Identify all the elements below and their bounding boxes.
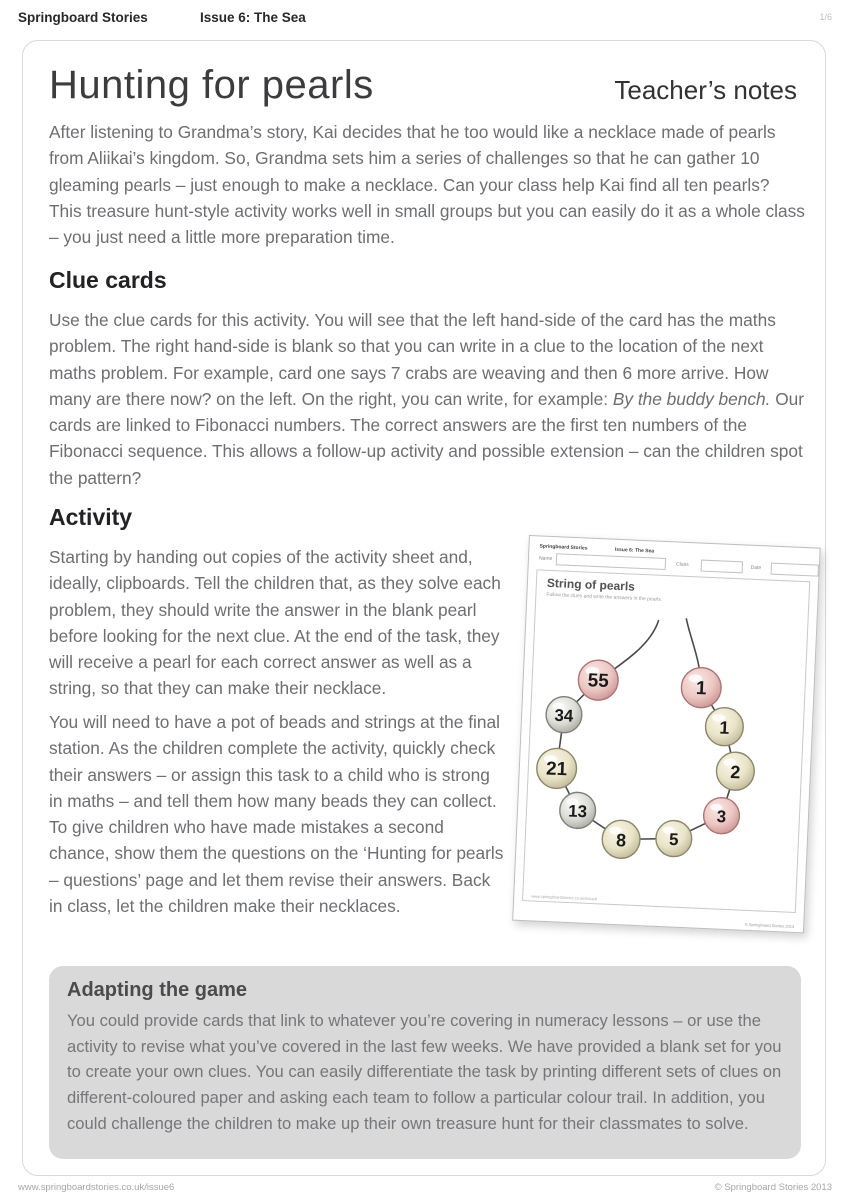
page-number: 1/6 (819, 12, 832, 22)
worksheet-footer-url: www.springboardstories.co.uk/issue6 (531, 893, 598, 902)
svg-text:2: 2 (729, 761, 741, 783)
page-title: Hunting for pearls (49, 63, 374, 107)
date-label: Date (750, 564, 762, 572)
svg-text:5: 5 (668, 829, 679, 850)
adapting-heading: Adapting the game (67, 979, 248, 1001)
page-subtitle: Teacher’s notes (614, 75, 797, 105)
svg-text:55: 55 (587, 670, 610, 693)
clue-cards-text-2: Our cards are linked to Fibonacci numbers. The correct answers are the first ten numbers of the Fibonacci sequence. This allows a follow-up activity and possible extension – can the children spot the pattern? (49, 388, 805, 488)
brand-name: Springboard Stories (18, 10, 148, 25)
class-label: Class (676, 561, 689, 568)
date-field (771, 563, 819, 577)
svg-text:1: 1 (695, 677, 707, 700)
adapting-the-game-box (49, 966, 801, 1159)
adapting-paragraph: You could provide cards that link to whatever you’re covering in numeracy lessons – or use the activity to revise what you’ve covered in the last few weeks. We have provided a blank set for you to create your own clues. You can easily differentiate the task by printing different sets of clues on different-coloured paper and asking each team to follow a particular colour trail. In addition, you could challenge the children to make up their own treasure hunt for their classmates to solve. (67, 1011, 782, 1133)
svg-text:3: 3 (716, 806, 727, 827)
pearl-bead (681, 667, 722, 709)
clue-cards-text-1: Use the clue cards for this activity. You will see that the left hand-side of the card has the maths problem. The right hand-side is blank so that you can write in a clue to the location of the next maths problem. For example, card one says 7 crabs are weaving and then 6 more arrive. How many are there now? on the left. On the right, you can write, for example: (49, 310, 776, 409)
page-footer (18, 1182, 832, 1196)
pearl-bead (703, 797, 740, 835)
name-label: Name (538, 555, 553, 563)
pearl-bead (578, 659, 619, 701)
worksheet-brand: Springboard Stories (539, 543, 588, 552)
pearl-bead (601, 820, 640, 860)
issue-title: Issue 6: The Sea (200, 10, 306, 25)
worksheet-issue: Issue 6: The Sea (614, 546, 655, 555)
svg-text:13: 13 (567, 801, 588, 822)
pearl-bead (716, 751, 755, 791)
name-field (556, 553, 666, 570)
pearl-bead (655, 820, 692, 858)
clue-cards-paragraph (49, 307, 805, 491)
pearl-bead (559, 792, 596, 830)
pearl-necklace-illustration (523, 570, 809, 912)
footer-copyright: © Springboard Stories 2013 (714, 1182, 832, 1193)
worksheet-content (522, 569, 810, 913)
pearl-bead (705, 707, 744, 747)
content-card (22, 40, 826, 1176)
clue-cards-example-italic: By the buddy bench. (612, 388, 771, 409)
worksheet-footer-copyright: © Springboard Stories 2013 (744, 921, 795, 929)
clue-cards-heading: Clue cards (49, 267, 167, 293)
activity-heading: Activity (49, 504, 133, 530)
svg-text:1: 1 (718, 717, 730, 738)
intro-paragraph: After listening to Grandma’s story, Kai decides that he too would like a necklace made of pearls from Aliikai’s kingdom. So, Grandma sets him a series of challenges so that he can gather 10 gleaming pearls – just enough to make a necklace. Can your class help Kai find all ten pearls? This treasure hunt-style activity works well in small groups but you can easily do it as a whole class – you just need a little more preparation time. (49, 122, 805, 248)
footer-url: www.springboardstories.co.uk/issue6 (18, 1182, 175, 1193)
pearl-bead (545, 696, 582, 734)
activity-paragraph-1: Starting by handing out copies of the activity sheet and, ideally, clipboards. Tell the children that, as they solve each problem, they should write the answer in the blank pearl before looking for the next clue. At the end of the task, they will receive a pearl for each correct answer as well as a string, so that they can make their necklace. (49, 547, 501, 699)
running-header (18, 10, 832, 30)
class-field (700, 560, 742, 574)
worksheet-title: String of pearls (546, 575, 636, 594)
worksheet-subtitle: Follow the clues and write the answers in the pearls. (546, 591, 663, 603)
svg-text:8: 8 (615, 830, 627, 851)
activity-paragraph-2: You will need to have a pot of beads and strings at the final station. As the children complete the activity, quickly check their answers – or assign this task to a child who is strong in maths – and tell them how many beads they can collect. To give children who have made mistakes a second chance, show them the questions on the ‘Hunting for pearls – questions’ page and let them revise their answers. Back in class, let the children make their necklaces. (49, 712, 504, 917)
svg-text:34: 34 (554, 705, 574, 726)
worksheet-thumbnail (512, 535, 821, 933)
svg-text:21: 21 (545, 758, 568, 781)
pearl-bead (536, 748, 577, 790)
